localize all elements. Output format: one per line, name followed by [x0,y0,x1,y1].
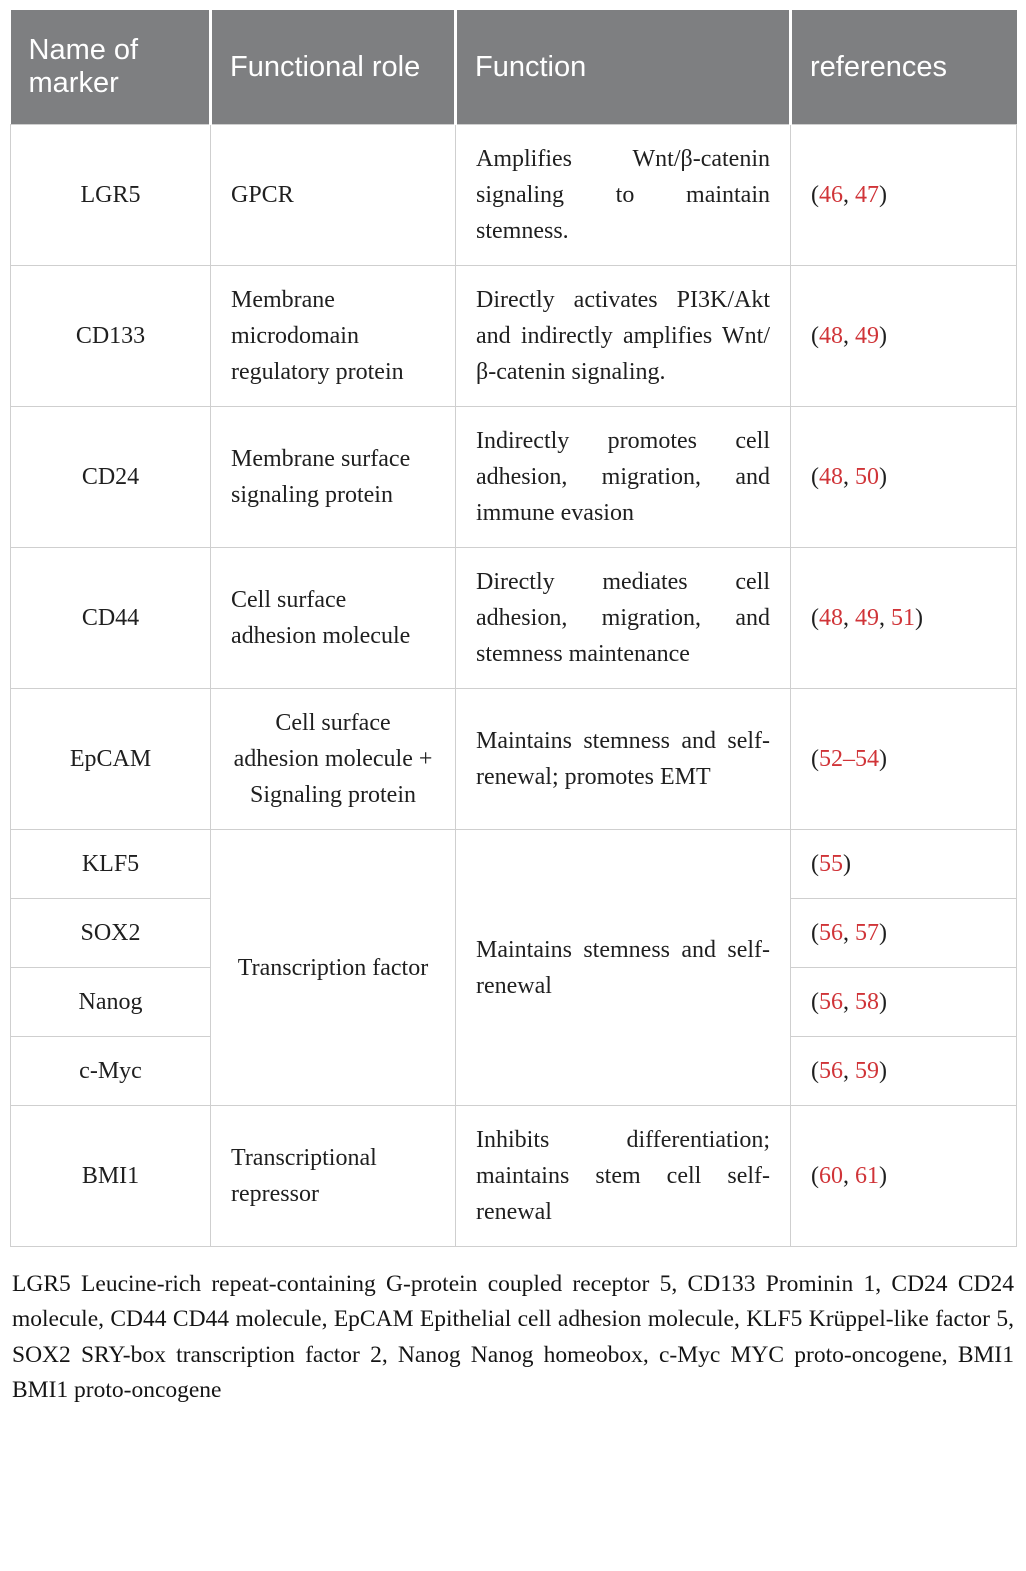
reference-link[interactable]: 48 [819,464,843,490]
reference-link[interactable]: 49 [855,605,879,631]
reference-link[interactable]: 49 [855,323,879,349]
functional-role-cell: Membrane microdomain regulatory protein [211,266,456,407]
reference-link[interactable]: 47 [855,182,879,208]
table-row [11,830,1017,899]
header-name-of-marker: Name of marker [11,10,211,125]
reference-link[interactable]: 60 [819,1163,843,1189]
header-functional-role: Functional role [211,10,456,125]
table-row [11,689,1017,830]
reference-link[interactable]: 61 [855,1163,879,1189]
reference-link[interactable]: 48 [819,605,843,631]
table-footnote: LGR5 Leucine-rich repeat-containing G-protein coupled receptor 5, CD133 Prominin 1, CD24 CD24 molecule, CD44 CD44 molecule, EpCAM Epithelial cell adhesion molecule, KLF5 Krüppel-like factor 5, SOX2 SRY-box transcription factor 2, Nanog Nanog homeobox, c-Myc MYC proto-oncogene, BMI1 BMI1 proto-oncogene [12,1271,1014,1403]
reference-link[interactable]: 46 [819,182,843,208]
reference-link[interactable]: 48 [819,323,843,349]
header-references: references [791,10,1017,125]
references-cell: (48, 49, 51) [791,548,1017,689]
marker-name: EpCAM [11,689,211,830]
table-body [11,125,1017,1247]
table-row [11,125,1017,266]
references-cell: (56, 59) [791,1037,1017,1106]
marker-name: Nanog [11,968,211,1037]
function-description-cell: Maintains stemness and self-renewal; promotes EMT [456,689,791,830]
references-cell: (52–54) [791,689,1017,830]
table-row [11,1106,1017,1247]
marker-name: c-Myc [11,1037,211,1106]
function-description-cell: Inhibits differentiation; maintains stem cell self-renewal [456,1106,791,1247]
function-description-cell: Directly mediates cell adhesion, migration, and stemness maintenance [456,548,791,689]
marker-name: CD24 [11,407,211,548]
functional-role-cell: Transcription factor [211,830,456,1106]
references-cell: (48, 50) [791,407,1017,548]
reference-link[interactable]: 56 [819,920,843,946]
function-description-cell: Maintains stemness and self-renewal [456,830,791,1106]
table-header [11,10,1017,125]
marker-name: KLF5 [11,830,211,899]
references-cell: (60, 61) [791,1106,1017,1247]
function-description-cell: Directly activates PI3K/Akt and indirectly amplifies Wnt/β-catenin signaling. [456,266,791,407]
reference-link[interactable]: 57 [855,920,879,946]
reference-link[interactable]: 56 [819,989,843,1015]
functional-role-cell: Transcriptional repressor [211,1106,456,1247]
table-row [11,407,1017,548]
reference-link[interactable]: 52–54 [819,746,879,772]
reference-link[interactable]: 59 [855,1058,879,1084]
references-cell: (46, 47) [791,125,1017,266]
function-description-cell: Indirectly promotes cell adhesion, migration, and immune evasion [456,407,791,548]
marker-name: BMI1 [11,1106,211,1247]
table-row [11,548,1017,689]
reference-link[interactable]: 55 [819,851,843,877]
functional-role-cell: Cell surface adhesion molecule + Signaling protein [211,689,456,830]
references-cell: (48, 49) [791,266,1017,407]
functional-role-cell: GPCR [211,125,456,266]
functional-role-cell: Cell surface adhesion molecule [211,548,456,689]
header-function: Function [456,10,791,125]
reference-link[interactable]: 50 [855,464,879,490]
reference-link[interactable]: 56 [819,1058,843,1084]
marker-name: SOX2 [11,899,211,968]
reference-link[interactable]: 58 [855,989,879,1015]
table-row [11,266,1017,407]
functional-role-cell: Membrane surface signaling protein [211,407,456,548]
table-header-row [11,10,1017,125]
function-description-cell: Amplifies Wnt/β-catenin signaling to maintain stemness. [456,125,791,266]
marker-name: LGR5 [11,125,211,266]
marker-name: CD133 [11,266,211,407]
reference-link[interactable]: 51 [891,605,915,631]
references-cell: (56, 57) [791,899,1017,968]
marker-name: CD44 [11,548,211,689]
references-cell: (56, 58) [791,968,1017,1037]
marker-table [10,10,1017,1247]
references-cell: (55) [791,830,1017,899]
